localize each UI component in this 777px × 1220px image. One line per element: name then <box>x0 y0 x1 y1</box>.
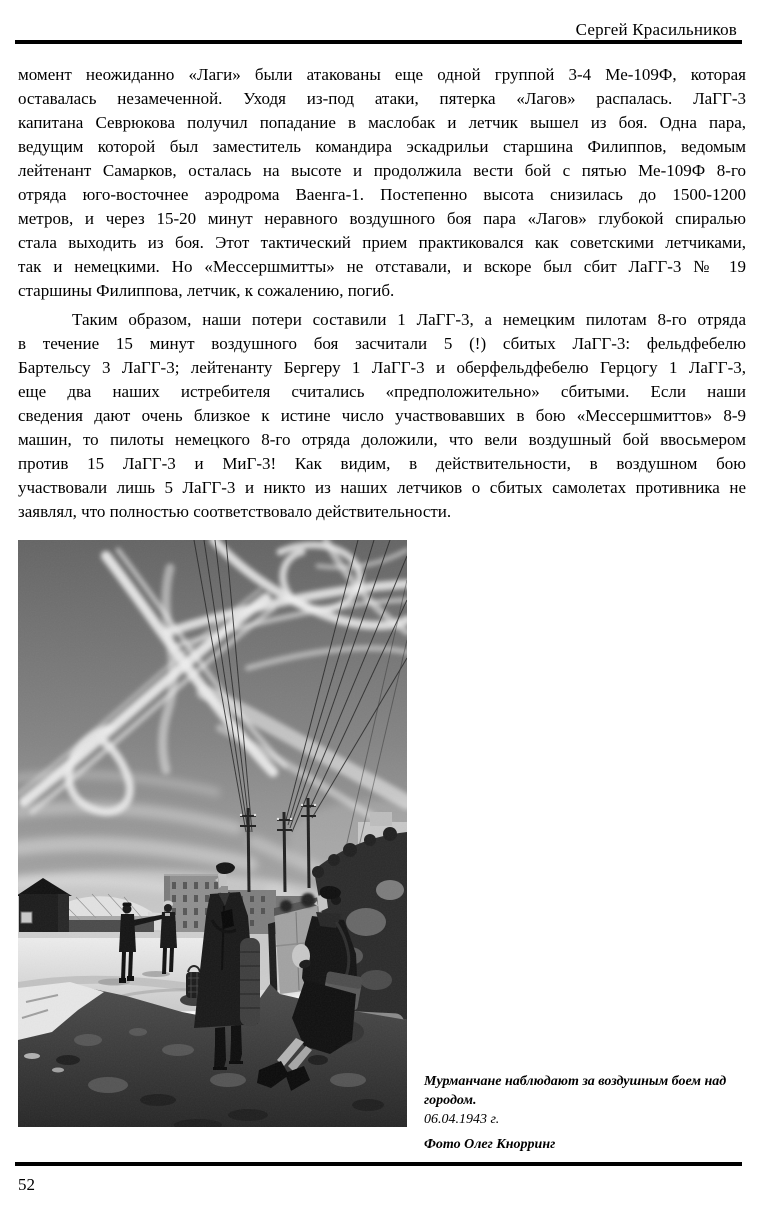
running-head-author: Сергей Красильников <box>575 20 737 39</box>
text-line: заявлял, что полностью соответствовало действительности. <box>18 502 452 521</box>
text-line: оставалась незамеченной. Уходя из-под атаки, пятерка «Лагов» распалась. ЛаГГ-3 <box>18 89 746 108</box>
text-line: метров, и через 15-20 минут неравного воздушного боя пара «Лагов» глубокой спиралью <box>18 209 746 228</box>
footer-rule <box>15 1162 742 1166</box>
text-line: капитана Севрюкова получил попадание в маслобак и летчик вышел из боя. Одна пара, <box>18 113 746 132</box>
header-rule <box>15 40 742 44</box>
text-line: старшины Филиппова, летчик, к сожалению, погиб. <box>18 281 395 300</box>
body-paragraph <box>18 63 746 303</box>
page-number: 52 <box>18 1175 35 1194</box>
text-line: Бартельсу 3 ЛаГГ-3; лейтенанту Бергеру 1 ЛаГГ-3 и оберфельдфебелю Герцогу 1 ЛаГГ-3, <box>18 358 746 377</box>
photo-svg <box>18 540 407 1127</box>
caption-date: 06.04.1943 г. <box>424 1112 500 1127</box>
photo-caption <box>424 1072 760 1154</box>
article-body <box>18 63 746 524</box>
photo-murmansk-contrails <box>18 540 407 1127</box>
text-line: в течение 15 минут воздушного боя засчитали 5 (!) сбитых ЛаГГ-3: фельдфебелю <box>18 334 746 353</box>
text-line: момент неожиданно «Лаги» были атакованы еще одной группой 3-4 Ме-109Ф, которая <box>18 65 746 84</box>
text-line: ведущим которой был заместитель командира эскадрильи старшина Филиппов, ведомым <box>18 137 746 156</box>
caption-title: Мурманчане наблюдают за воздушным боем над городом. <box>424 1074 727 1108</box>
text-line: Таким образом, наши потери составили 1 ЛаГГ-3, а немецким пилотам 8-го отряда <box>72 310 746 329</box>
text-line: против 15 ЛаГГ-3 и МиГ-3! Как видим, в действительности, в воздушном бою <box>18 454 746 473</box>
text-line: лейтенант Самарков, осталась на высоте и продолжила вести бой с пятью Ме-109Ф 8-го <box>18 161 746 180</box>
text-line: машин, то пилоты немецкого 8-го отряда доложили, что вели воздушный бой ввосьмером <box>18 430 746 449</box>
film-grain <box>18 540 407 1127</box>
text-line: так и немецкими. Но «Мессершмитты» не отставали, и вскоре был сбит ЛаГГ-3 № 19 <box>18 257 746 276</box>
body-paragraph <box>18 308 746 524</box>
text-line: сведения дают очень близкое к истине число участвовавших в бою «Мессершмиттов» 8-9 <box>18 406 746 425</box>
text-line: еще два наших истребителя считались «предположительно» сбитыми. Если наши <box>18 382 746 401</box>
text-line: стала выходить из боя. Этот тактический прием практиковался как советскими летчиками, <box>18 233 746 252</box>
text-line: участвовали лишь 5 ЛаГГ-3 и никто из наших летчиков о сбитых самолетах противника не <box>18 478 746 497</box>
text-line: отряда юго-восточнее аэродрома Ваенга-1. Постепенно высота снизилась до 1500-1200 <box>18 185 746 204</box>
caption-credit: Фото Олег Кнорринг <box>424 1137 556 1152</box>
